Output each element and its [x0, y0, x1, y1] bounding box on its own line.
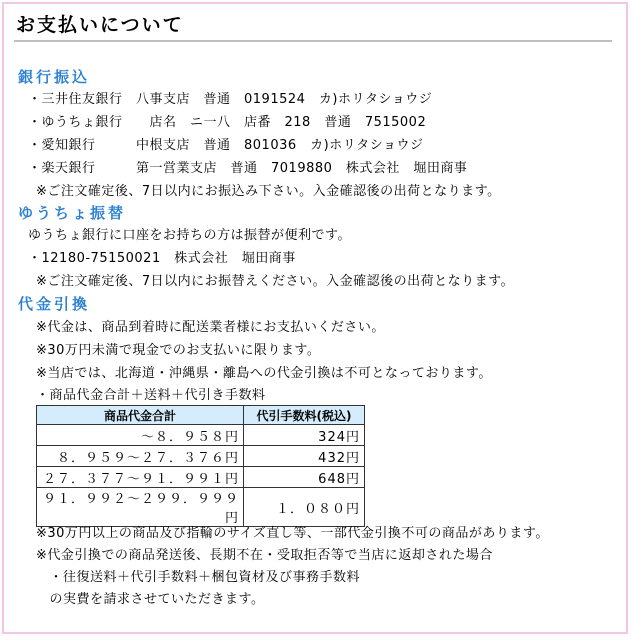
- cod-line: ※代金は、商品到着時に配送業者様にお支払いください。: [36, 320, 385, 335]
- fee-range: ２７．３７７～９１．９９１円: [37, 467, 244, 488]
- table-row: [37, 446, 365, 467]
- cod-footer-line: の実費を請求させていただきます。: [36, 592, 265, 607]
- yucho-intro: ゆうちょ銀行に口座をお持ちの方は振替が便利です。: [28, 228, 351, 243]
- fee-table: [36, 405, 365, 527]
- yucho-account: ・12180-75150021 株式会社 堀田商事: [28, 251, 296, 266]
- fee-range: ８．９５９～２７．３７６円: [37, 446, 244, 467]
- bank-line: ・三井住友銀行 八事支店 普通 0191524 カ)ホリタショウジ: [28, 92, 433, 107]
- cod-line: ・商品代金合計＋送料＋代引き手数料: [36, 388, 266, 403]
- bank-line: ・ゆうちょ銀行 店名 ニ一八 店番 218 普通 7515002: [28, 115, 427, 130]
- fee-range: ９１．９９２～２９９．９９９円: [37, 488, 244, 527]
- fee-value: 648円: [244, 467, 365, 488]
- table-row: [37, 425, 365, 446]
- page-title: お支払いについて: [16, 14, 184, 36]
- title-divider: [14, 40, 612, 42]
- cod-footer-line: ※30万円以上の商品及び指輪のサイズ直し等、一部代金引換不可の商品があります。: [36, 526, 549, 541]
- cod-footer-line: ・往復送料＋代引手数料＋梱包資材及び事務手数料: [36, 570, 361, 585]
- cod-heading: 代金引換: [18, 295, 91, 313]
- table-row: [37, 488, 365, 527]
- fee-header-amount: 商品代金合計: [37, 406, 244, 425]
- cod-line: ※30万円未満で現金でのお支払いに限ります。: [36, 343, 321, 358]
- cod-line: ※当店では、北海道・沖縄県・離島への代金引換は不可となっております。: [36, 366, 492, 381]
- bank-line: ・楽天銀行 第一営業支店 普通 7019880 株式会社 堀田商事: [28, 161, 468, 176]
- fee-value: １．０８０円: [244, 488, 365, 527]
- bank-line: ・愛知銀行 中根支店 普通 801036 カ)ホリタショウジ: [28, 138, 424, 153]
- fee-value: 432円: [244, 446, 365, 467]
- table-row: [37, 467, 365, 488]
- yucho-heading: ゆうちょ振替: [18, 204, 127, 222]
- bank-heading: 銀行振込: [18, 68, 91, 86]
- cod-footer-line: ※代金引換での商品発送後、長期不在・受取拒否等で当店に返却された場合: [36, 548, 493, 563]
- yucho-note: ※ご注文確定後、7日以内にお振替えください。入金確認後の出荷となります。: [36, 274, 515, 289]
- fee-header-fee: 代引手数料(税込): [244, 406, 365, 425]
- fee-table-header-row: [37, 406, 365, 425]
- fee-range: ～８．９５８円: [37, 425, 244, 446]
- bank-note: ※ご注文確定後、7日以内にお振込み下さい。入金確認後の出荷となります。: [36, 184, 501, 199]
- fee-value: 324円: [244, 425, 365, 446]
